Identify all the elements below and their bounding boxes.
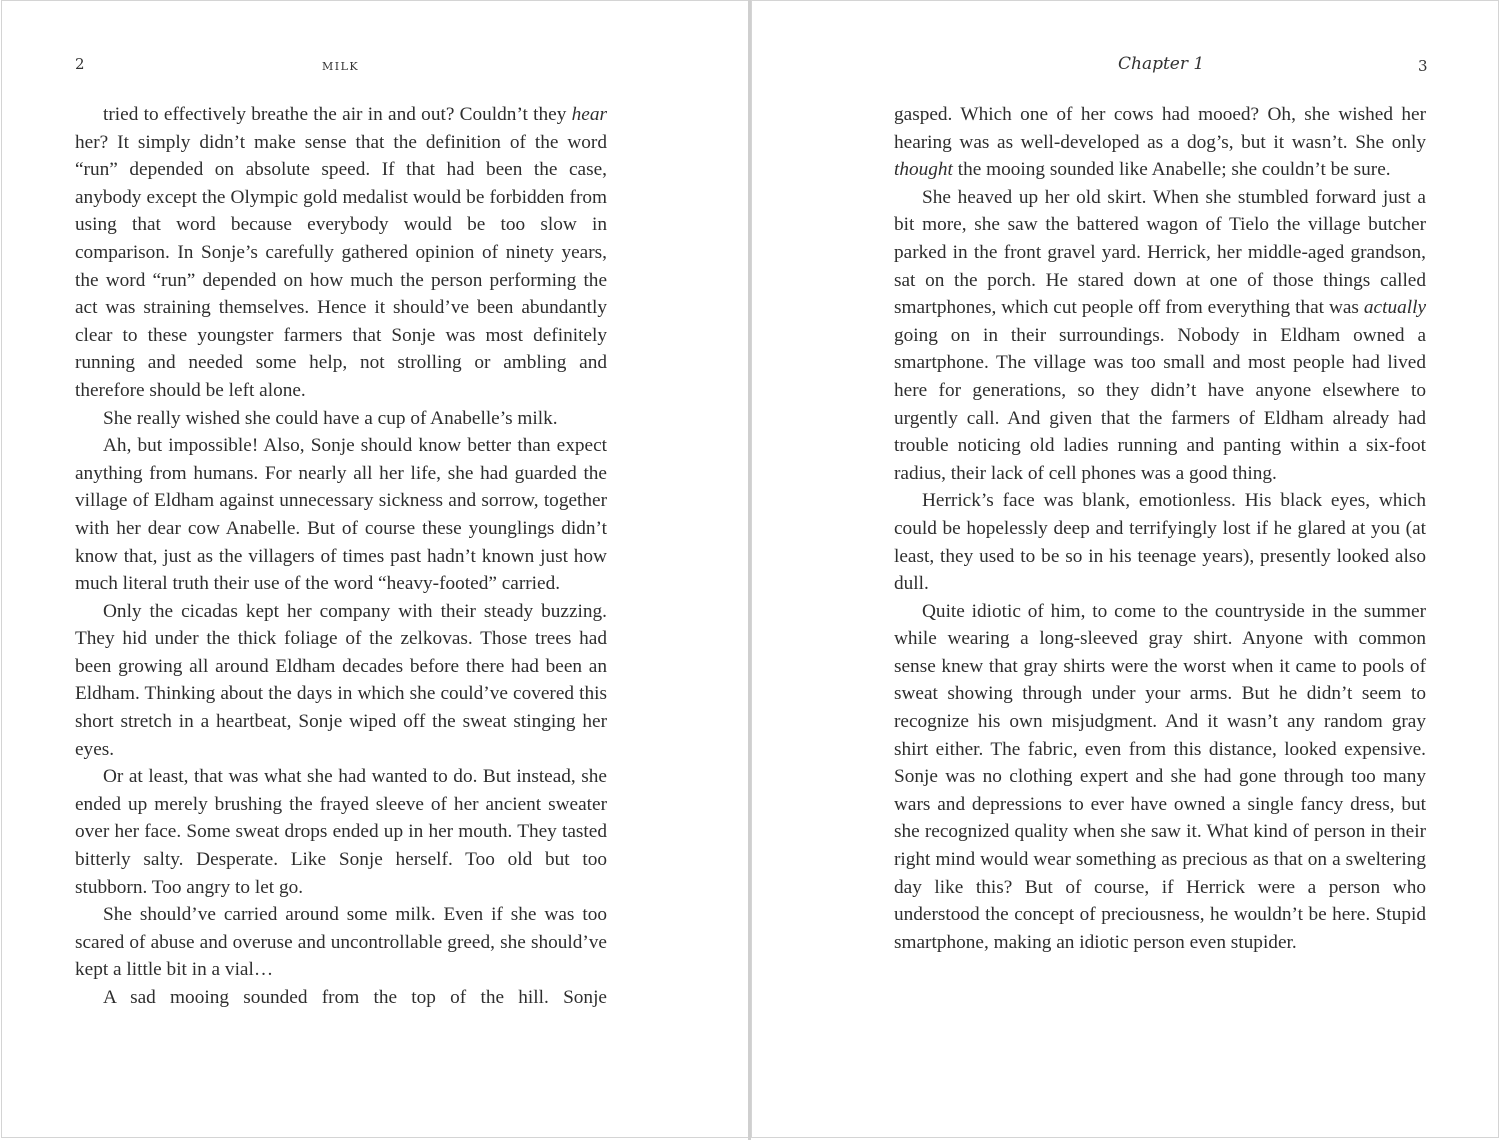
paragraph — [894, 101, 1426, 184]
book-title-header: milk — [322, 55, 360, 74]
text-run: tried to effectively breathe the air in and out? Couldn’t they — [103, 104, 572, 125]
right-page[interactable] — [751, 0, 1499, 1138]
text-run: her? It simply didn’t make sense that the definition of the word “run” depended on absolute speed. If that had been the case, anybody except the Olympic gold medalist would be forbidden from using that word because everybody would be too slow in comparison. In Sonje’s carefully gathered opinion of ninety years, the word “run” depended on how much the person performing the act was straining themselves. Hence it should’ve been abundantly clear to these youngster farmers that Sonje was most definitely running and needed some help, not strolling or ambling and therefore should be left alone. — [75, 131, 607, 401]
text-run: Only the cicadas kept her company with their steady buzzing. They hid under the thick foliage of the zelkovas. Those trees had been growing all around Eldham decades before there had been an Eldham. Thinking about the days in which she could’ve covered this short stretch in a heartbeat, Sonje wiped off the sweat stinging her eyes. — [75, 600, 607, 760]
text-run: She heaved up her old skirt. When she stumbled forward just a bit more, she saw the battered wagon of Tielo the village butcher parked in the front gravel yard. Herrick, her middle-aged grandson, sat on the porch. He stared down at one of those things called smartphones, which cut people off from everything that was — [894, 186, 1426, 319]
text-run: She should’ve carried around some milk. Even if she was too scared of abuse and overuse and uncontrollable greed, she should’ve kept a little bit in a vial… — [75, 904, 607, 981]
page-number: 3 — [1418, 57, 1428, 75]
paragraph — [75, 763, 607, 901]
chapter-title-header: Chapter 1 — [1118, 54, 1205, 74]
text-run: going on in their surroundings. Nobody in Eldham owned a smartphone. The village was too small and most people had lived here for generations, so they didn’t have anyone elsewhere to urgently call. And given that the farmers of Eldham already had trouble noticing old ladies running and panting within a six-foot radius, their lack of cell phones was a good thing. — [894, 324, 1426, 484]
paragraph — [75, 901, 607, 984]
text-run: Ah, but impossible! Also, Sonje should know better than expect anything from humans. For nearly all her life, she had guarded the village of Eldham against unnecessary sickness and sorrow, together with her dear cow Anabelle. But of course these younglings didn’t know that, just as the villagers of times past hadn’t known just how much literal truth their use of the word “heavy-footed” carried. — [75, 435, 607, 595]
right-running-head — [752, 55, 1498, 79]
paragraph — [894, 184, 1426, 488]
paragraph — [75, 405, 607, 433]
text-run: Quite idiotic of him, to come to the countryside in the summer while wearing a long-sleeved gray shirt. Anyone with common sense knew that gray shirts were the worst when it came to pools of sweat showing through under your arms. But he didn’t seem to recognize his own misjudgment. And it wasn’t any random gray shirt either. The fabric, even from this distance, looked expensive. Sonje was no clothing expert and she had gone through too many wars and depressions to ever have owned a single fancy dress, but she recognized quality when she saw it. What kind of person in their right mind would wear something as precious as that on a sweltering day like this? But of course, if Herrick were a person who understood the concept of preciousness, he wouldn’t be here. Stupid smartphone, making an idiotic person even stupider. — [894, 600, 1426, 953]
paragraph — [894, 487, 1426, 597]
left-body-text — [75, 101, 607, 1012]
paragraph — [75, 101, 607, 405]
page-number: 2 — [75, 55, 85, 73]
emphasis-text: hear — [571, 104, 607, 125]
paragraph — [75, 432, 607, 598]
text-run: Herrick’s face was blank, emotionless. His black eyes, which could be hopelessly deep and terrifyingly lost if he glared at you (at least, they used to be so in his teenage years), presently looked also dull. — [894, 490, 1426, 595]
text-run: She really wished she could have a cup of Anabelle’s milk. — [103, 407, 558, 429]
paragraph — [894, 598, 1426, 957]
emphasis-text: actually — [1363, 297, 1426, 319]
paragraph — [75, 984, 607, 1012]
text-run: the mooing sounded like Anabelle; she couldn’t be sure. — [952, 159, 1391, 181]
text-run: A sad mooing sounded from the top of the hill. Sonje — [103, 987, 607, 1008]
paragraph — [75, 598, 607, 764]
emphasis-text: thought — [894, 159, 953, 181]
text-run: Or at least, that was what she had wanted to do. But instead, she ended up merely brushing the frayed sleeve of her ancient sweater over her face. Some sweat drops ended up in her mouth. They tasted bitterly salty. Desperate. Like Sonje herself. Too old but too stubborn. Too angry to let go. — [75, 766, 607, 898]
left-page[interactable] — [1, 0, 749, 1138]
text-run: gasped. Which one of her cows had mooed? Oh, she wished her hearing was as well-developed as a dog’s, but it wasn’t. She only — [894, 104, 1426, 153]
right-body-text — [894, 101, 1426, 956]
left-running-head — [2, 55, 748, 79]
